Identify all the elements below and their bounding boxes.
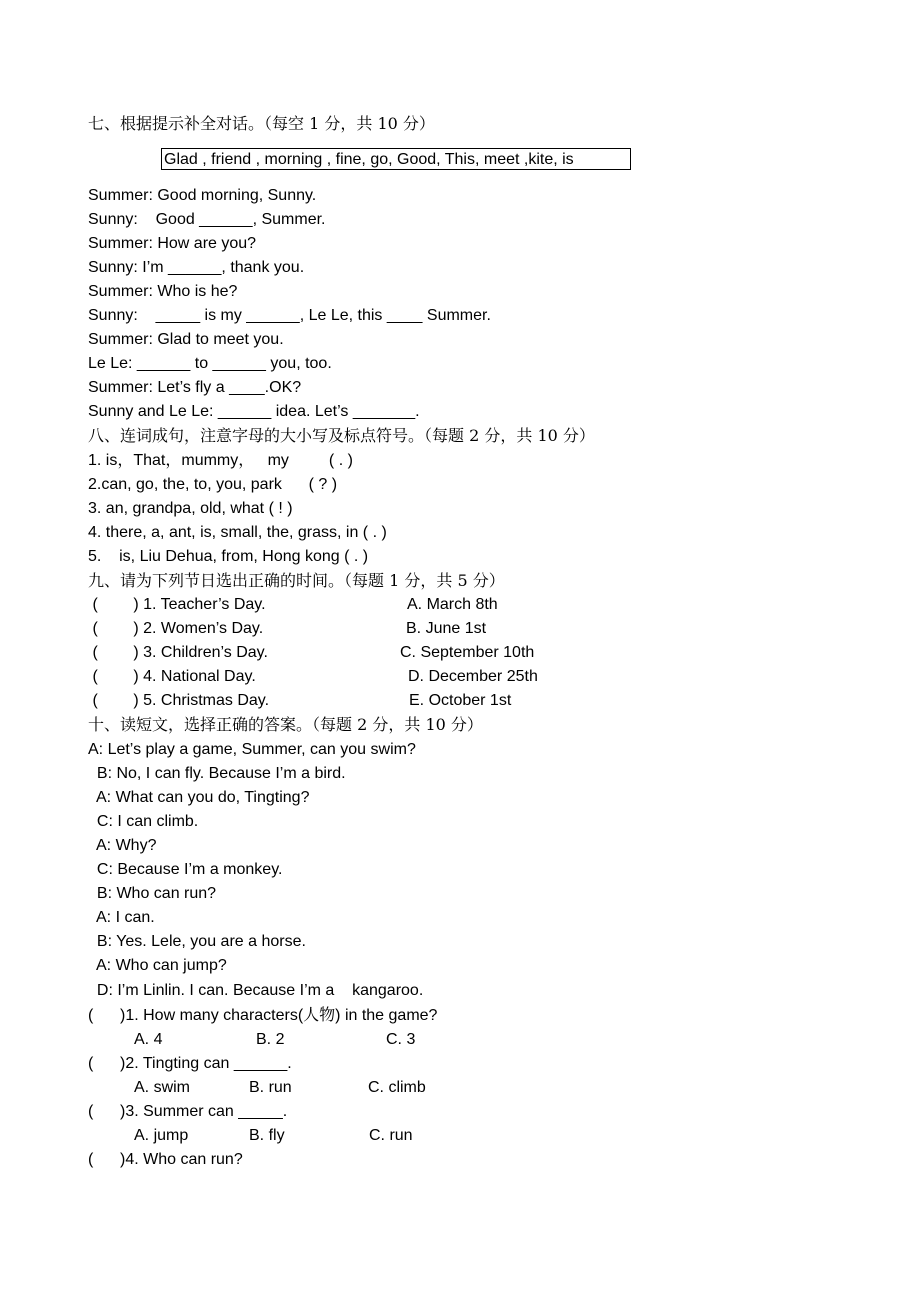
dialogue-line: Summer: Let’s fly a ____.OK? xyxy=(88,379,302,396)
passage-line: A: Who can jump? xyxy=(88,957,227,974)
sentence-item: 3. an, grandpa, old, what ( ! ) xyxy=(88,500,293,517)
dialogue-line: Sunny and Le Le: ______ idea. Let’s _______. xyxy=(88,403,420,420)
answer-option: C. climb xyxy=(368,1079,426,1096)
section-7-heading: 七、根据提示补全对话。（每空 1 分，共 10 分） xyxy=(88,114,435,133)
word-bank-box xyxy=(161,148,631,170)
dialogue-line: Sunny: _____ is my ______, Le Le, this ____ Summer. xyxy=(88,307,491,324)
passage-line: A: Why? xyxy=(88,837,157,854)
answer-option: C. run xyxy=(369,1127,413,1144)
holiday-item: ( ) 5. Christmas Day. xyxy=(88,692,270,709)
sentence-item: 4. there, a, ant, is, small, the, grass, in ( . ) xyxy=(88,524,387,541)
holiday-item: ( ) 1. Teacher’s Day. xyxy=(88,596,266,613)
section-8-heading: 八、连词成句，注意字母的大小写及标点符号。（每题 2 分，共 10 分） xyxy=(88,426,595,445)
dialogue-line: Summer: Glad to meet you. xyxy=(88,331,284,348)
passage-line: C: Because I’m a monkey. xyxy=(88,861,283,878)
holiday-item: ( ) 2. Women’s Day. xyxy=(88,620,264,637)
dialogue-line: Sunny: I’m ______, thank you. xyxy=(88,259,305,276)
passage-line: D: I’m Linlin. I can. Because I’m a kangaroo. xyxy=(88,982,424,999)
passage-line: C: I can climb. xyxy=(88,813,199,830)
passage-line: A: I can. xyxy=(88,909,155,926)
answer-option: B. run xyxy=(249,1079,292,1096)
date-option: E. October 1st xyxy=(409,692,512,709)
passage-line: B: Yes. Lele, you are a horse. xyxy=(88,933,306,950)
dialogue-line: Summer: Good morning, Sunny. xyxy=(88,187,317,204)
section-9-heading: 九、请为下列节日选出正确的时间。（每题 1 分，共 5 分） xyxy=(88,571,505,590)
answer-option: B. fly xyxy=(249,1127,285,1144)
sentence-item: 2.can, go, the, to, you, park ( ? ) xyxy=(88,476,338,493)
dialogue-line: Summer: How are you? xyxy=(88,235,257,252)
question-stem: ( )1. How many characters(人物) in the game? xyxy=(88,1007,438,1024)
date-option: B. June 1st xyxy=(406,620,487,637)
question-stem: ( )2. Tingting can ______. xyxy=(88,1055,292,1072)
date-option: A. March 8th xyxy=(407,596,498,613)
holiday-item: ( ) 4. National Day. xyxy=(88,668,256,685)
date-option: C. September 10th xyxy=(400,644,535,661)
dialogue-line: Le Le: ______ to ______ you, too. xyxy=(88,355,332,372)
word-bank-text: Glad , friend , morning , fine, go, Good, This, meet ,kite, is xyxy=(164,151,574,168)
passage-line: B: No, I can fly. Because I’m a bird. xyxy=(88,765,346,782)
answer-option: C. 3 xyxy=(386,1031,416,1048)
question-stem: ( )4. Who can run? xyxy=(88,1151,243,1168)
dialogue-line: Sunny: Good ______, Summer. xyxy=(88,211,326,228)
answer-option: A. jump xyxy=(134,1127,189,1144)
sentence-item: 1. is，That，mummy， my ( . ) xyxy=(88,452,353,469)
dialogue-line: Summer: Who is he? xyxy=(88,283,238,300)
answer-option: A. swim xyxy=(134,1079,190,1096)
holiday-item: ( ) 3. Children’s Day. xyxy=(88,644,268,661)
sentence-item: 5. is, Liu Dehua, from, Hong kong ( . ) xyxy=(88,548,369,565)
passage-line: B: Who can run? xyxy=(88,885,217,902)
passage-line: A: Let’s play a game, Summer, can you swim? xyxy=(88,741,416,758)
answer-option: B. 2 xyxy=(256,1031,285,1048)
section-10-heading: 十、读短文，选择正确的答案。（每题 2 分，共 10 分） xyxy=(88,715,483,734)
date-option: D. December 25th xyxy=(408,668,538,685)
answer-option: A. 4 xyxy=(134,1031,163,1048)
question-stem: ( )3. Summer can _____. xyxy=(88,1103,288,1120)
passage-line: A: What can you do, Tingting? xyxy=(88,789,310,806)
